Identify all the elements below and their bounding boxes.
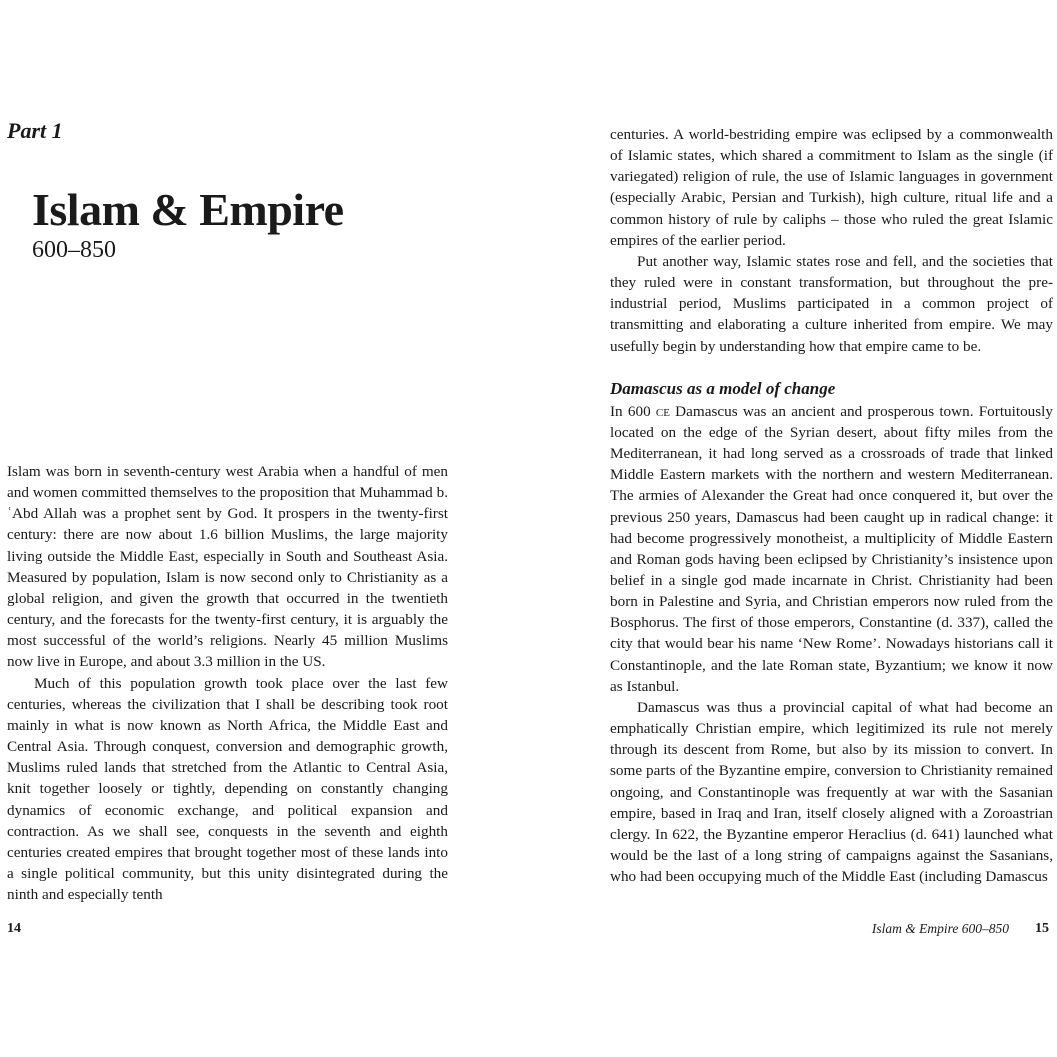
paragraph: Damascus was thus a provincial capital of what had become an emphatically Christian empire, which legitimized its rule not merely through its descent from Rome, but also by its mission to convert. In some parts of the Byzantine empire, conversion to Christianity remained ongoing, and Constantinople was frequently at war with the Sasanian empire, based in Iraq and Iran, itself closely aligned with a Zoroastrian clergy. In 622, the Byzantine emperor Heraclius (d. 641) launched what would be the last of a long string of campaigns against the Sasanians, who had been occupying much of the Middle East (including Damascus [610,698,1053,886]
left-page [0,0,528,1057]
paragraph: centuries. A world-bestriding empire was eclipsed by a commonwealth of Islamic states, which shared a commitment to Islam as the single (if variegated) religion of rule, the use of Islamic languages in government (especially Arabic, Persian and Turkish), high culture, ritual life and a common history of rule by caliphs – those who ruled the great Islamic empires of the earlier period. [610,126,1053,249]
paragraph-rest: Damascus was an ancient and prosperous town. Fortuitously located on the edge of the Syrian desert, about fifty miles from the Mediterranean, it had long served as a crossroads of trade that linked Middle Eastern markets with the northern and western Mediterranean. The armies of Alexander the Great had once conquered it, but over the previous 250 years, Damascus had been caught up in radical change: it had become progressively monotheist, a multiplicity of Middle Eastern and Roman gods having been eclipsed by Christianity’s insistence upon belief in a single god made incarnate in Christ. Christianity had been born in Palestine and Syria, and Christian emperors now ruled from the Bosphorus. The first of those emperors, Constantine (d. 337), called the city that would bear his name ‘New Rome’. Nowadays historians call it Constantinople, and the late Roman state, Byzantium; we know it now as Istanbul. [610,402,1053,695]
paragraph [610,401,1053,697]
right-body-text [610,124,1053,887]
running-head: Islam & Empire 600–850 [871,921,1009,936]
paragraph: Much of this population growth took place over the last few centuries, whereas the civilization that I shall be describing took root mainly in what is now known as North Africa, the Middle East and Central Asia. Through conquest, conversion and demographic growth, Muslims ruled lands that stretched from the Atlantic to Central Asia, knit together loosely or tightly, depending on constantly changing dynamics of economic exchange, and political expansion and contraction. As we shall see, conquests in the seventh and eighth centuries created empires that brought together most of these lands into a single political community, but this unity disintegrated during the ninth and especially tenth [7,674,448,904]
era-abbreviation: ce [655,402,670,420]
paragraph-start: In 600 [610,402,656,420]
section-heading: Damascus as a model of change [610,378,836,398]
right-page [528,0,1057,1057]
paragraph: Put another way, Islamic states rose and fell, and the societies that they ruled were in constant transformation, but throughout the pre-industrial period, Muslims participated in a common project of transmitting and elaborating a culture inherited from empire. We may usefully begin by understanding how that empire came to be. [610,252,1053,355]
paragraph: Islam was born in seventh-century west Arabia when a handful of men and women committed themselves to the proposition that Muhammad b. ʿAbd Allah was a prophet sent by God. It prospers in the twenty-first century: there are now about 1.6 billion Muslims, the large majority living outside the Middle East, especially in South and Southeast Asia. Measured by population, Islam is now second only to Christianity as a global religion, and given the growth that occurred in the twentieth century, and the forecasts for the twenty-first century, it is arguably the most successful of the world’s religions. Nearly 45 million Muslims now live in Europe, and about 3.3 million in the US. [7,463,448,671]
left-body-text [7,461,448,905]
page-number-left: 14 [7,921,21,936]
chapter-title: Islam & Empire [32,184,344,235]
part-label: Part 1 [7,118,63,143]
chapter-dates: 600–850 [32,237,116,263]
page-number-right: 15 [1035,921,1049,936]
